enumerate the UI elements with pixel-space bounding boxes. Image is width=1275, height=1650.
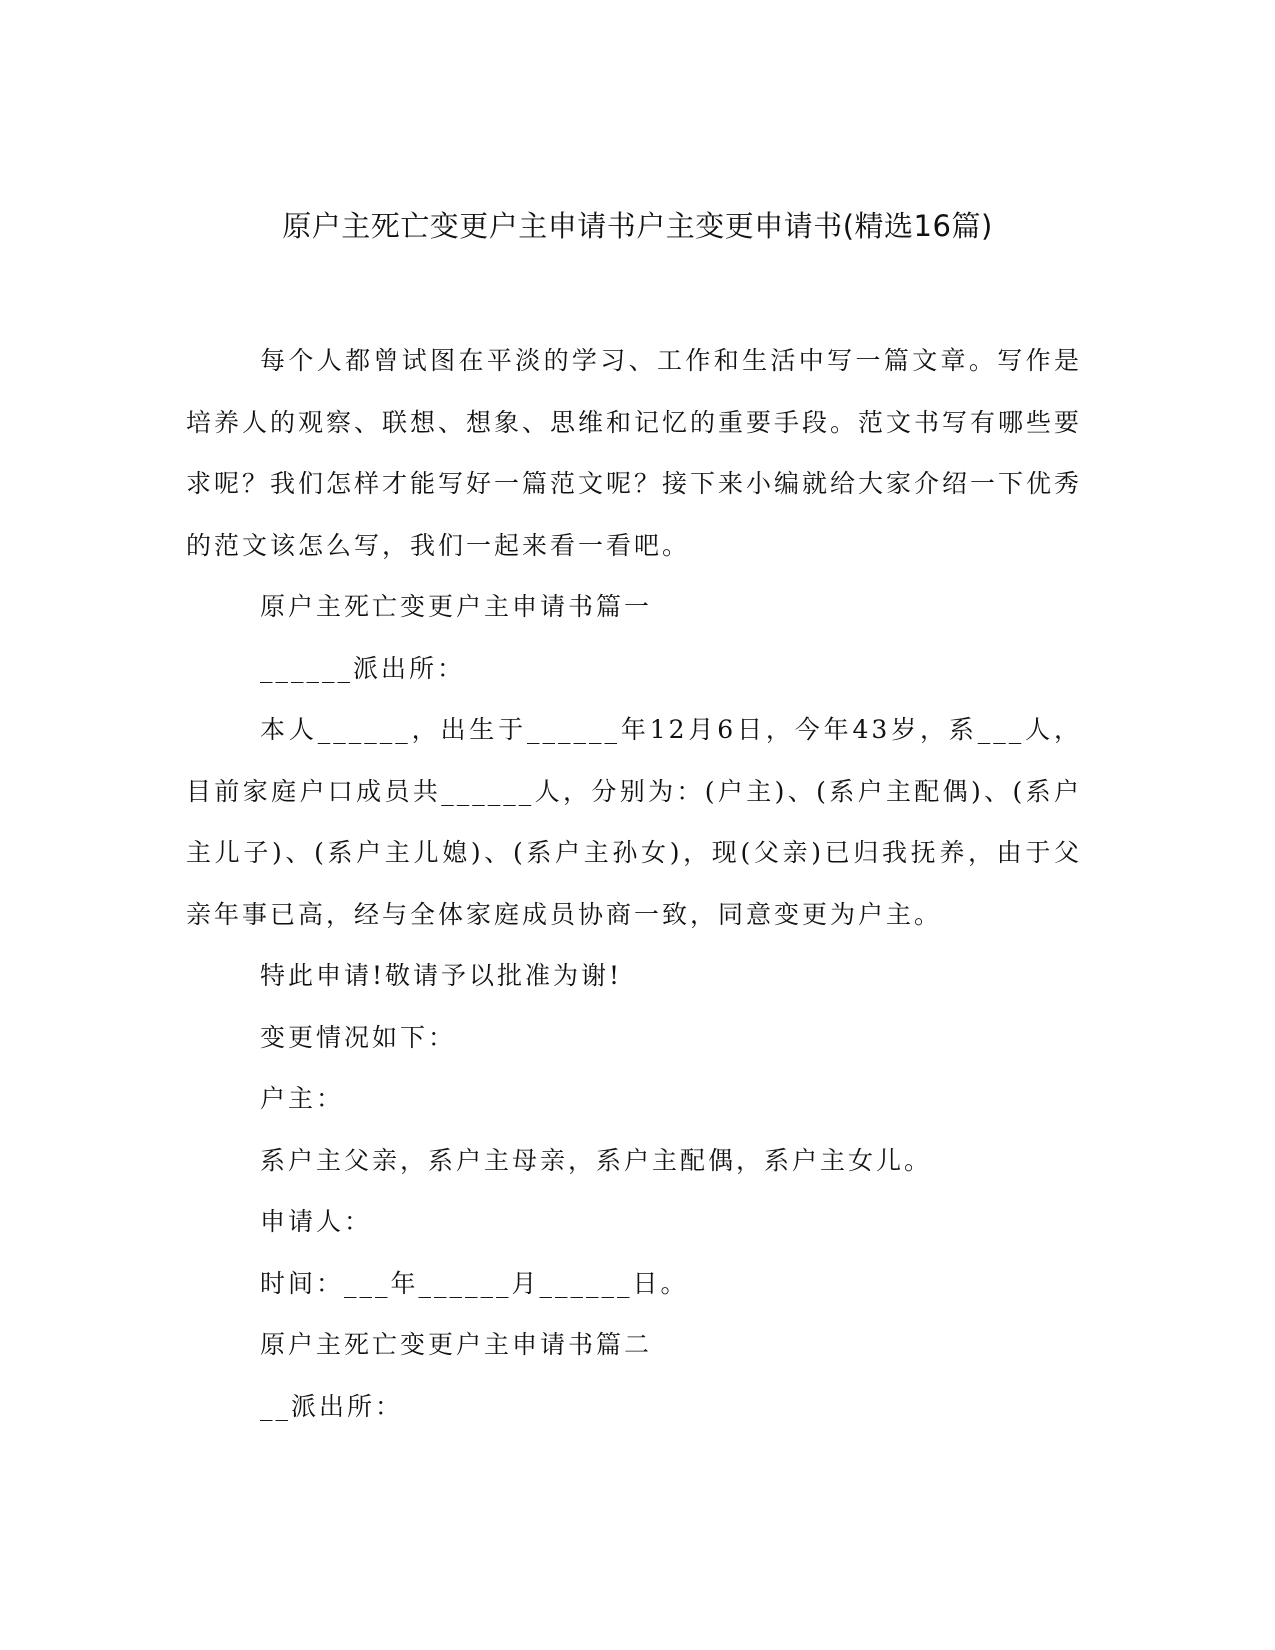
date-line: 时间：___年______月______日。	[260, 1268, 689, 1298]
family-members-line: 系户主父亲，系户主母亲，系户主配偶，系户主女儿。	[260, 1145, 933, 1175]
addressee-line: ______派出所：	[260, 653, 466, 683]
document-body	[186, 330, 1082, 1437]
applicant-line: 申请人：	[260, 1207, 373, 1236]
householder-line: 户主：	[260, 1084, 345, 1113]
change-details-heading: 变更情况如下：	[260, 1022, 457, 1052]
application-body: 本人______，出生于______年12月6日，今年43岁，系___人，目前家庭户口成员共______人，分别为：(户主)、(系户主配偶)、(系户主儿子)、(系户主儿媳)、(系户主孙女)，现(父亲)已归我抚养，由于父亲年事已高，经与全体家庭成员协商一致，同意变更为户主。	[186, 715, 1082, 929]
document-title: 原户主死亡变更户主申请书户主变更申请书(精选16篇)	[282, 209, 993, 243]
request-line: 特此申请!敬请予以批准为谢!	[260, 961, 623, 990]
addressee-line-2: __派出所：	[260, 1391, 404, 1421]
intro-paragraph: 每个人都曾试图在平淡的学习、工作和生活中写一篇文章。写作是培养人的观察、联想、想象、思维和记忆的重要手段。范文书写有哪些要求呢？我们怎样才能写好一篇范文呢？接下来小编就给大家介绍一下优秀的范文该怎么写，我们一起来看一看吧。	[186, 346, 1083, 560]
section-heading-1: 原户主死亡变更户主申请书篇一	[260, 592, 653, 621]
section-heading-2: 原户主死亡变更户主申请书篇二	[260, 1330, 653, 1359]
